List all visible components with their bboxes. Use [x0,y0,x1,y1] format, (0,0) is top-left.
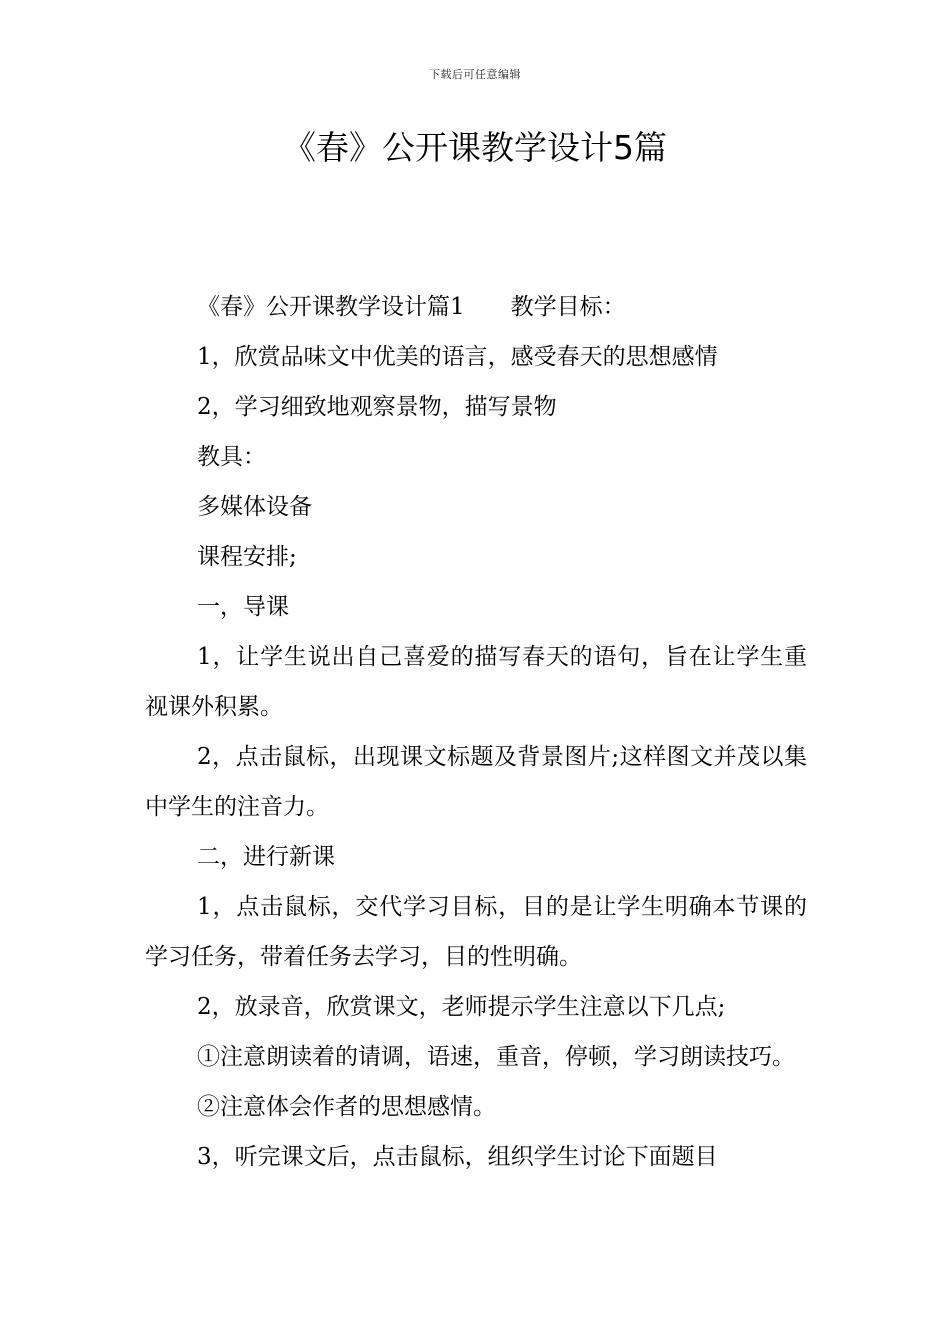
paragraph: ①注意朗读着的请调，语速，重音，停顿，学习朗读技巧。 [197,1044,795,1070]
paragraph: 1，让学生说出自己喜爱的描写春天的语句，旨在让学生重视课外积累。 [145,644,807,720]
paragraph: 课程安排; [197,544,297,570]
paragraph: ②注意体会作者的思想感情。 [197,1094,496,1120]
paragraph: 1，点击鼠标，交代学习目标，目的是让学生明确本节课的学习任务，带着任务去学习，目的性明确。 [145,894,807,970]
section-heading: 《春》公开课教学设计篇1 [197,294,465,320]
goal-label: 教学目标： [510,294,626,320]
document-title: 《春》公开课教学设计5篇 [283,128,667,167]
intro-paragraph [145,282,807,332]
paragraph: 3，听完课文后，点击鼠标，组织学生讨论下面题目 [197,1144,718,1170]
paragraph: 2，学习细致地观察景物，描写景物 [197,394,557,420]
paragraph: 二，进行新课 [197,844,335,870]
paragraph: 多媒体设备 [197,494,312,520]
paragraph: 一，导课 [197,594,289,620]
document-body [145,282,807,1182]
header-note: 下载后可任意编辑 [429,68,521,81]
paragraph: 1，欣赏品味文中优美的语言，感受春天的思想感情 [197,344,718,370]
paragraph: 2，点击鼠标，出现课文标题及背景图片;这样图文并茂以集中学生的注音力。 [145,744,807,820]
paragraph: 教具： [197,444,266,470]
paragraph: 2，放录音，欣赏课文，老师提示学生注意以下几点; [197,994,726,1020]
